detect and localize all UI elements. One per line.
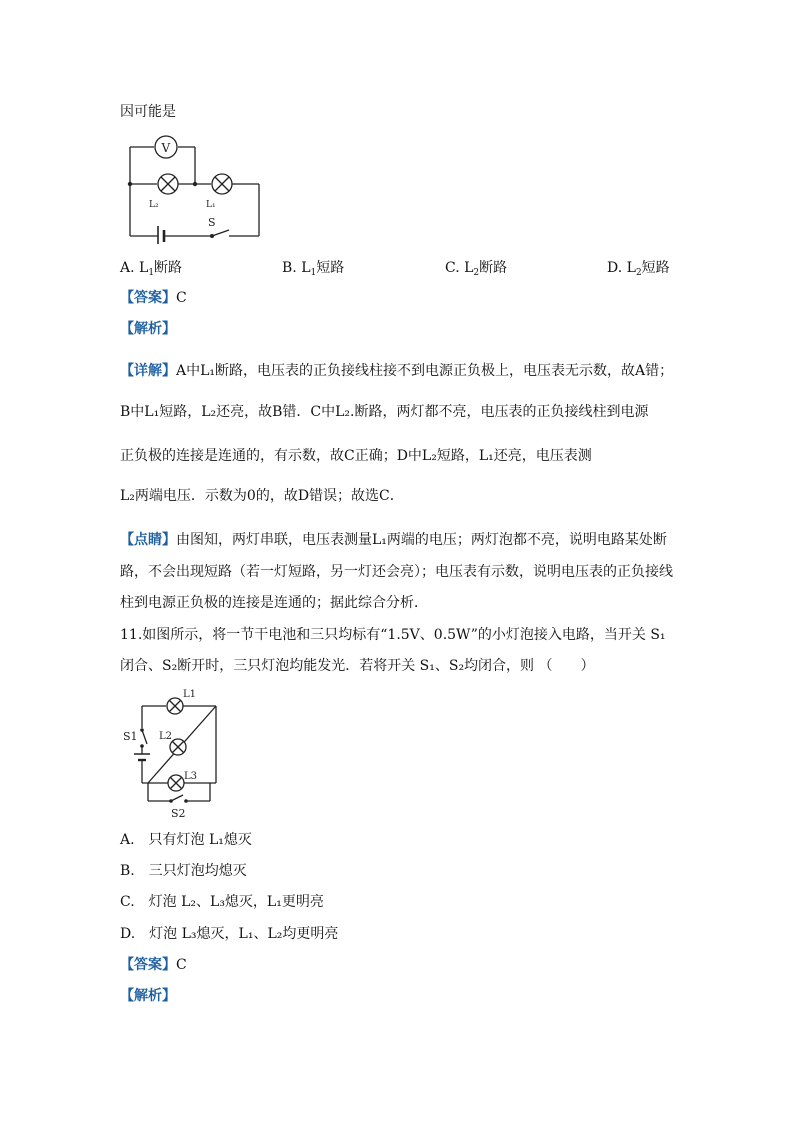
- q11-option-b: B. 三只灯泡均熄灭: [120, 863, 247, 879]
- q11-option-d: D. 灯泡 L₃熄灭，L₁、L₂均更明亮: [120, 926, 339, 942]
- q11-analysis-tag: 【解析】: [120, 988, 176, 1004]
- q10-option-d: D. $L_2$短路: [607, 260, 670, 278]
- q10-comment-line-1: 【点睛】由图知，两灯串联，电压表测量L₁两端的电压；两灯泡都不亮，说明电路某处断: [120, 532, 667, 548]
- q11-option-a: A. 只有灯泡 L₁熄灭: [120, 832, 252, 848]
- lamp-l2-label: L2: [159, 731, 173, 742]
- q10-comment-line-2: 路，不会出现短路（若一灯短路，另一灯还会亮）；电压表有示数，说明电压表的正负接线: [120, 564, 673, 580]
- circuit-diagram-q10: [122, 134, 282, 244]
- switch-s-label: S: [208, 216, 216, 229]
- q10-detail-line-3: 正负极的连接是连通的，有示数，故C正确；D中L₂短路，L₁还亮，电压表测: [120, 448, 592, 464]
- q10-comment-line-3: 柱到电源正负极的连接是连通的；据此综合分析．: [120, 595, 428, 611]
- lamp-l2-label: L₂: [149, 200, 159, 210]
- q10-option-c: C. $L_2$断路: [445, 260, 508, 278]
- q10-answer: 【答案】C: [120, 290, 187, 306]
- circuit-diagram-q11: [120, 684, 230, 820]
- switch-s1-label: S1: [123, 730, 138, 743]
- switch-s2-label: S2: [171, 807, 186, 820]
- q10-analysis-tag: 【解析】: [120, 321, 176, 337]
- q11-stem-line-1: 11.如图所示，将一节干电池和三只均标有“1.5V、0.5W”的小灯泡接入电路，当开关 S₁: [120, 627, 666, 643]
- intro-text: 因可能是: [120, 104, 176, 120]
- q10-detail-line-1: 【详解】A中L₁断路，电压表的正负接线柱接不到电源正负极上，电压表无示数，故A错；: [120, 363, 674, 379]
- lamp-l3-label: L3: [184, 771, 198, 782]
- lamp-l1-label: L₁: [206, 200, 216, 210]
- q11-answer: 【答案】C: [120, 957, 187, 973]
- q10-detail-line-4: L₂两端电压．示数为0的，故D错误；故选C．: [120, 488, 404, 504]
- q11-stem-line-2: 闭合、S₂断开时，三只灯泡均能发光．若将开关 S₁、S₂均闭合，则 （ ）: [120, 658, 595, 674]
- voltmeter-label: V: [161, 141, 171, 155]
- lamp-l1-label: L1: [183, 689, 197, 700]
- q11-option-c: C. 灯泡 L₂、L₃熄灭，L₁更明亮: [120, 894, 324, 910]
- q10-detail-line-2: B中L₁短路，L₂还亮，故B错．C中L₂.断路，两灯都不亮，电压表的正负接线柱到电源: [120, 404, 649, 420]
- q10-option-b: B. $L_1$短路: [282, 260, 345, 278]
- q10-option-a: A. $L_1$断路: [120, 260, 183, 278]
